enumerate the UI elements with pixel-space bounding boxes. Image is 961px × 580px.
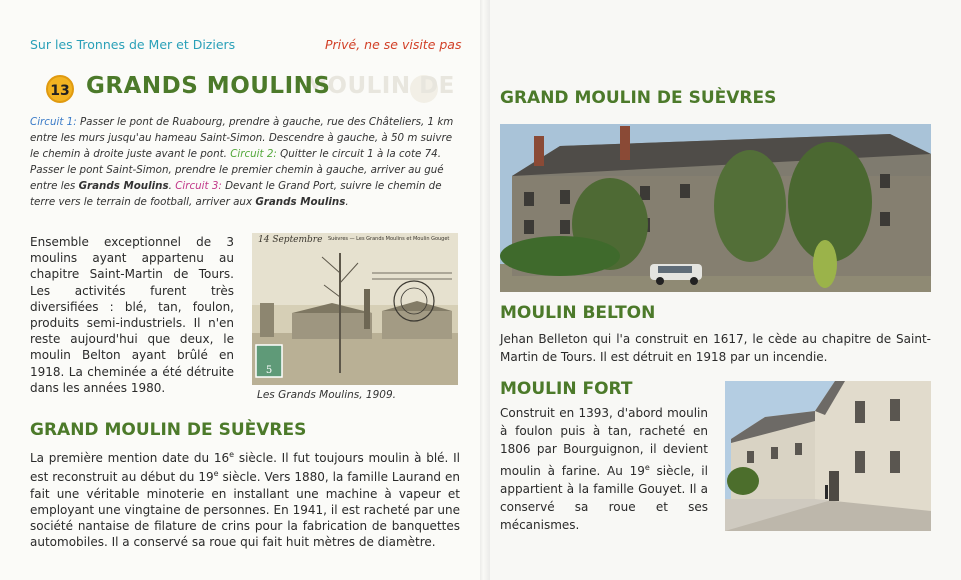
- running-header-left: Sur les Tronnes de Mer et Diziers: [30, 37, 236, 52]
- mill-building-illustration: [500, 124, 931, 292]
- grand-moulin-text-3: siècle. Vers 1880, la famille Laurand en fait une véritable minoterie en installant une machine à vapeur et employant une vingtaine de personnes. En 1941, il est racheté par une société nantaise de filature de crins pour la fabrication de banquettes automobiles. Il a conservé sa roue qui fait huit mètres de diamètre.: [30, 470, 460, 550]
- moulin-fort-text-2: siècle, il appartient à la famille Gouyet. Il a conservé sa roue et ses mécanismes.: [500, 463, 708, 533]
- grand-moulin-heading-left: GRAND MOULIN DE SUÈVRES: [30, 420, 307, 440]
- circuit-2-text: Quitter le circuit 1 à la cote 74. Passer le pont Saint-Simon, prendre le premier chemin à gauche, arriver au gué entre les: [30, 148, 444, 192]
- moulin-fort-illustration: [725, 381, 931, 531]
- moulin-fort-text-1: Construit en 1393, d'abord moulin à foulon puis à tan, racheté en 1806 par Bourguignon, il devient moulin à farine. Au 19: [500, 406, 708, 478]
- old-postcard-photo: [252, 233, 458, 385]
- circuit-1-label: Circuit 1:: [30, 116, 77, 128]
- grand-moulin-photo: [500, 124, 931, 292]
- svg-text:5: 5: [265, 365, 273, 376]
- grand-moulin-sup-2: e: [213, 469, 219, 479]
- postcard-illustration: [252, 233, 458, 385]
- circuit-3-end: .: [345, 196, 349, 208]
- circuit-3-label: Circuit 3:: [175, 180, 222, 192]
- moulin-belton-text: Jehan Belleton qui l'a construit en 1617, le cède au chapitre de Saint-Martin de Tours. Il est détruit en 1918 par un incendie.: [500, 332, 931, 364]
- grand-moulin-heading-right: GRAND MOULIN DE SUÈVRES: [500, 88, 777, 108]
- moulin-fort-photo: [725, 381, 931, 531]
- circuit-directions: [30, 114, 462, 210]
- circuit-2-label: Circuit 2:: [230, 148, 277, 160]
- section-number-badge: 13: [46, 75, 74, 103]
- moulin-fort-text: [500, 404, 708, 534]
- section-title: GRANDS MOULINS: [86, 73, 331, 99]
- grand-moulin-paragraph: [30, 447, 460, 551]
- running-header-right: Privé, ne se visite pas: [325, 37, 462, 52]
- grand-moulin-text-1: La première mention date du 16: [30, 451, 230, 465]
- circuit-1-text: Passer le pont de Ruabourg, prendre à gauche, rue des Châteliers, 1 km entre les murs jusqu'au hameau Saint-Simon. Descendre à gauche, à 50 m suivre le chemin à droite juste avant le pont.: [30, 116, 454, 160]
- postcard-caption: Les Grands Moulins, 1909.: [257, 389, 396, 401]
- grand-moulin-text-2: siècle. Il fut toujours moulin à blé. Il est reconstruit au début du 19: [30, 451, 460, 485]
- moulin-fort-sup: e: [644, 462, 650, 472]
- moulin-fort-heading: MOULIN FORT: [500, 379, 633, 399]
- circuit-2-destination: Grands Moulins: [78, 180, 169, 192]
- page-gutter: [480, 0, 490, 580]
- postcard-handwriting: 14 Septembre: [258, 235, 323, 245]
- show-through-title: MOULIN DE: [304, 73, 455, 99]
- circuit-3-destination: Grands Moulins: [255, 196, 346, 208]
- grand-moulin-sup-1: e: [229, 450, 235, 459]
- circuit-3-text: Devant le Grand Port, suivre le chemin de terre vers le terrain de football, arriver aux: [30, 180, 442, 208]
- postcard-print-caption: Suèvres — Les Grands Moulins et Moulin Gouget: [328, 236, 450, 242]
- circuit-2-end: .: [168, 180, 176, 192]
- intro-paragraph: Ensemble exceptionnel de 3 moulins ayant appartenu au chapitre Saint-Martin de Tours. Les activités furent très diversifiées : blé, tan, foulon, produits semi-industriels. Il n'en reste aujourd'hui que deux, le moulin Belton ayant brûlé en 1918. La cheminée a été détruite dans les années 1980.: [30, 235, 234, 395]
- moulin-belton-heading: MOULIN BELTON: [500, 303, 656, 323]
